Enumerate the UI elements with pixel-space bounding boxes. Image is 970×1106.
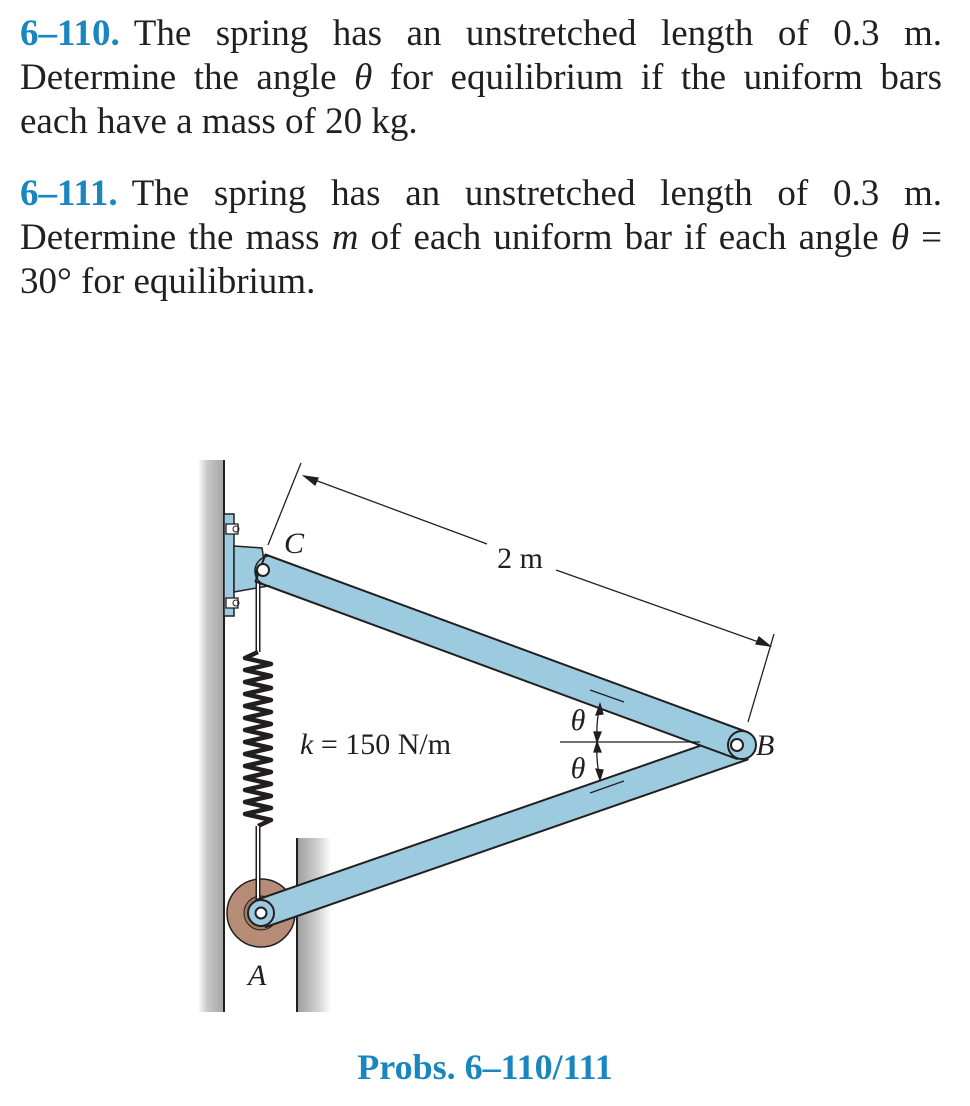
spring <box>245 570 271 913</box>
spring-value: = 150 N/m <box>313 728 452 761</box>
label-c: C <box>284 527 305 560</box>
mass-symbol: m <box>331 217 359 258</box>
theta-symbol: θ <box>890 217 910 258</box>
problem-text: of each uniform bar if each angle <box>358 217 891 258</box>
wall-right <box>297 838 331 1012</box>
figure-caption: Probs. 6–110/111 <box>357 1047 613 1087</box>
problem-number: 6–111. <box>20 173 118 214</box>
theta-lower-label: θ <box>570 752 586 785</box>
spring-constant-label <box>300 728 451 761</box>
problem-6-111 <box>20 172 942 304</box>
pin-a <box>248 900 274 926</box>
wall-left <box>198 460 224 1012</box>
label-a: A <box>248 959 267 992</box>
problem-number: 6–110. <box>20 13 120 54</box>
dimension-label: 2 m <box>497 542 543 575</box>
bar-ab <box>256 733 748 928</box>
mechanism-figure <box>0 440 970 1030</box>
problem-text: The spring has an unstretched length of 0.3 m. Determine the angle <box>20 13 942 98</box>
pin-c <box>257 564 269 576</box>
problem-text: for equilibrium if the uniform bars each have a mass of 20 kg. <box>20 57 942 142</box>
label-b: B <box>756 729 775 762</box>
spring-k-symbol: k <box>300 728 314 761</box>
theta-upper-label: θ <box>570 704 586 737</box>
bolt-icon <box>226 598 239 608</box>
bolt-icon <box>226 524 239 534</box>
problem-6-110 <box>20 12 942 144</box>
theta-symbol: θ <box>354 57 373 98</box>
pin-b <box>728 731 756 759</box>
problem-text: The spring has an unstretched length of 0.3 m. Determine the mass <box>20 173 942 258</box>
problem-text: = 30° for equilibrium. <box>20 217 942 302</box>
